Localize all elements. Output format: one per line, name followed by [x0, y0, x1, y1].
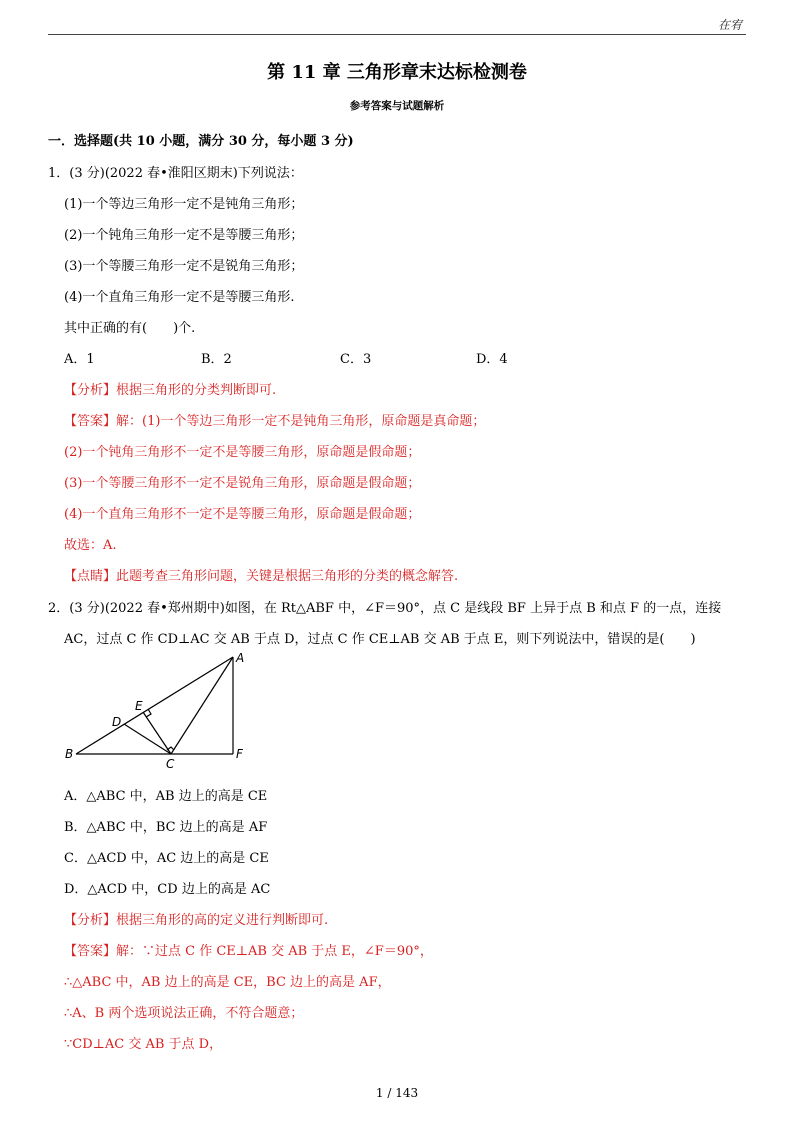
page-subtitle: 参考答案与试题解析 — [349, 100, 445, 112]
question-1-answer-line: (3)一个等腰三角形不一定不是锐角三角形，原命题是假命题； — [64, 476, 421, 491]
question-1-answer-line: (4)一个直角三角形不一定不是等腰三角形，原命题是假命题； — [64, 507, 421, 522]
question-1-item: (4)一个直角三角形一定不是等腰三角形. — [64, 290, 295, 305]
question-2-option-b: B．△ABC 中，BC 边上的高是 AF — [64, 820, 268, 835]
question-2-option-c: C．△ACD 中，AC 边上的高是 CE — [64, 851, 269, 866]
header-text: 在宥 — [717, 18, 742, 32]
question-2-answer-line: ∴A、B 两个选项说法正确，不符合题意； — [64, 1006, 304, 1021]
question-1-option-c: C．3 — [340, 352, 372, 367]
label-a: A — [236, 651, 245, 665]
label-e: E — [135, 699, 143, 713]
question-1-answer-line: 【答案】解：(1)一个等边三角形一定不是钝角三角形，原命题是真命题； — [64, 414, 486, 429]
question-1-prompt: 其中正确的有( )个. — [64, 321, 196, 336]
question-2-option-a: A．△ABC 中，AB 边上的高是 CE — [64, 789, 268, 804]
question-1-answer-line: 故选：A. — [64, 538, 117, 553]
label-c: C — [166, 757, 175, 771]
question-1-analysis: 【分析】根据三角形的分类判断即可. — [64, 383, 277, 398]
page-number: 1 / 143 — [375, 1086, 419, 1100]
page-title: 第 11 章 三角形章末达标检测卷 — [267, 62, 527, 83]
segment-ac — [171, 657, 233, 754]
question-2-answer-line: ∵CD⊥AC 交 AB 于点 D， — [64, 1037, 223, 1052]
question-2-analysis: 【分析】根据三角形的高的定义进行判断即可. — [64, 913, 329, 928]
section-heading: 一．选择题(共 10 小题，满分 30 分，每小题 3 分) — [48, 134, 354, 149]
right-angle-mark-c — [167, 747, 174, 750]
segment-ab — [76, 657, 233, 754]
label-b: B — [65, 747, 74, 761]
question-1-option-b: B．2 — [201, 352, 232, 367]
question-2-stem: 2．(3 分)(2022 春•郑州期中)如图，在 Rt△ABF 中，∠F＝90°，点 C 是线段 BF 上异于点 B 和点 F 的一点，连接 — [48, 601, 722, 616]
triangle-figure — [62, 644, 262, 776]
question-2-answer-line: 【答案】解：∵过点 C 作 CE⊥AB 交 AB 于点 E，∠F＝90°， — [64, 944, 433, 959]
segment-ce — [143, 712, 171, 754]
triangle-diagram — [62, 644, 262, 772]
segment-cd — [124, 724, 171, 754]
label-d: D — [112, 715, 122, 729]
question-1-item: (3)一个等腰三角形一定不是锐角三角形； — [64, 259, 304, 274]
question-1-answer-line: (2)一个钝角三角形不一定不是等腰三角形，原命题是假命题； — [64, 445, 421, 460]
question-1-item: (1)一个等边三角形一定不是钝角三角形； — [64, 197, 304, 212]
question-2-answer-line: ∴△ABC 中，AB 边上的高是 CE，BC 边上的高是 AF， — [64, 975, 391, 990]
question-1-stem: 1．(3 分)(2022 春•淮阳区期末)下列说法： — [48, 166, 303, 181]
question-2-stem: AC，过点 C 作 CD⊥AC 交 AB 于点 D，过点 C 作 CE⊥AB 交 AB 于点 E，则下列说法中，错误的是( ) — [64, 632, 696, 647]
question-1-item: (2)一个钝角三角形一定不是等腰三角形； — [64, 228, 304, 243]
question-1-comment: 【点睛】此题考查三角形问题，关键是根据三角形的分类的概念解答. — [64, 569, 459, 584]
question-1-option-a: A．1 — [64, 352, 95, 367]
header-rule — [48, 34, 746, 35]
question-2-option-d: D．△ACD 中，CD 边上的高是 AC — [64, 882, 271, 897]
label-f: F — [236, 747, 243, 761]
question-1-option-d: D．4 — [476, 352, 508, 367]
